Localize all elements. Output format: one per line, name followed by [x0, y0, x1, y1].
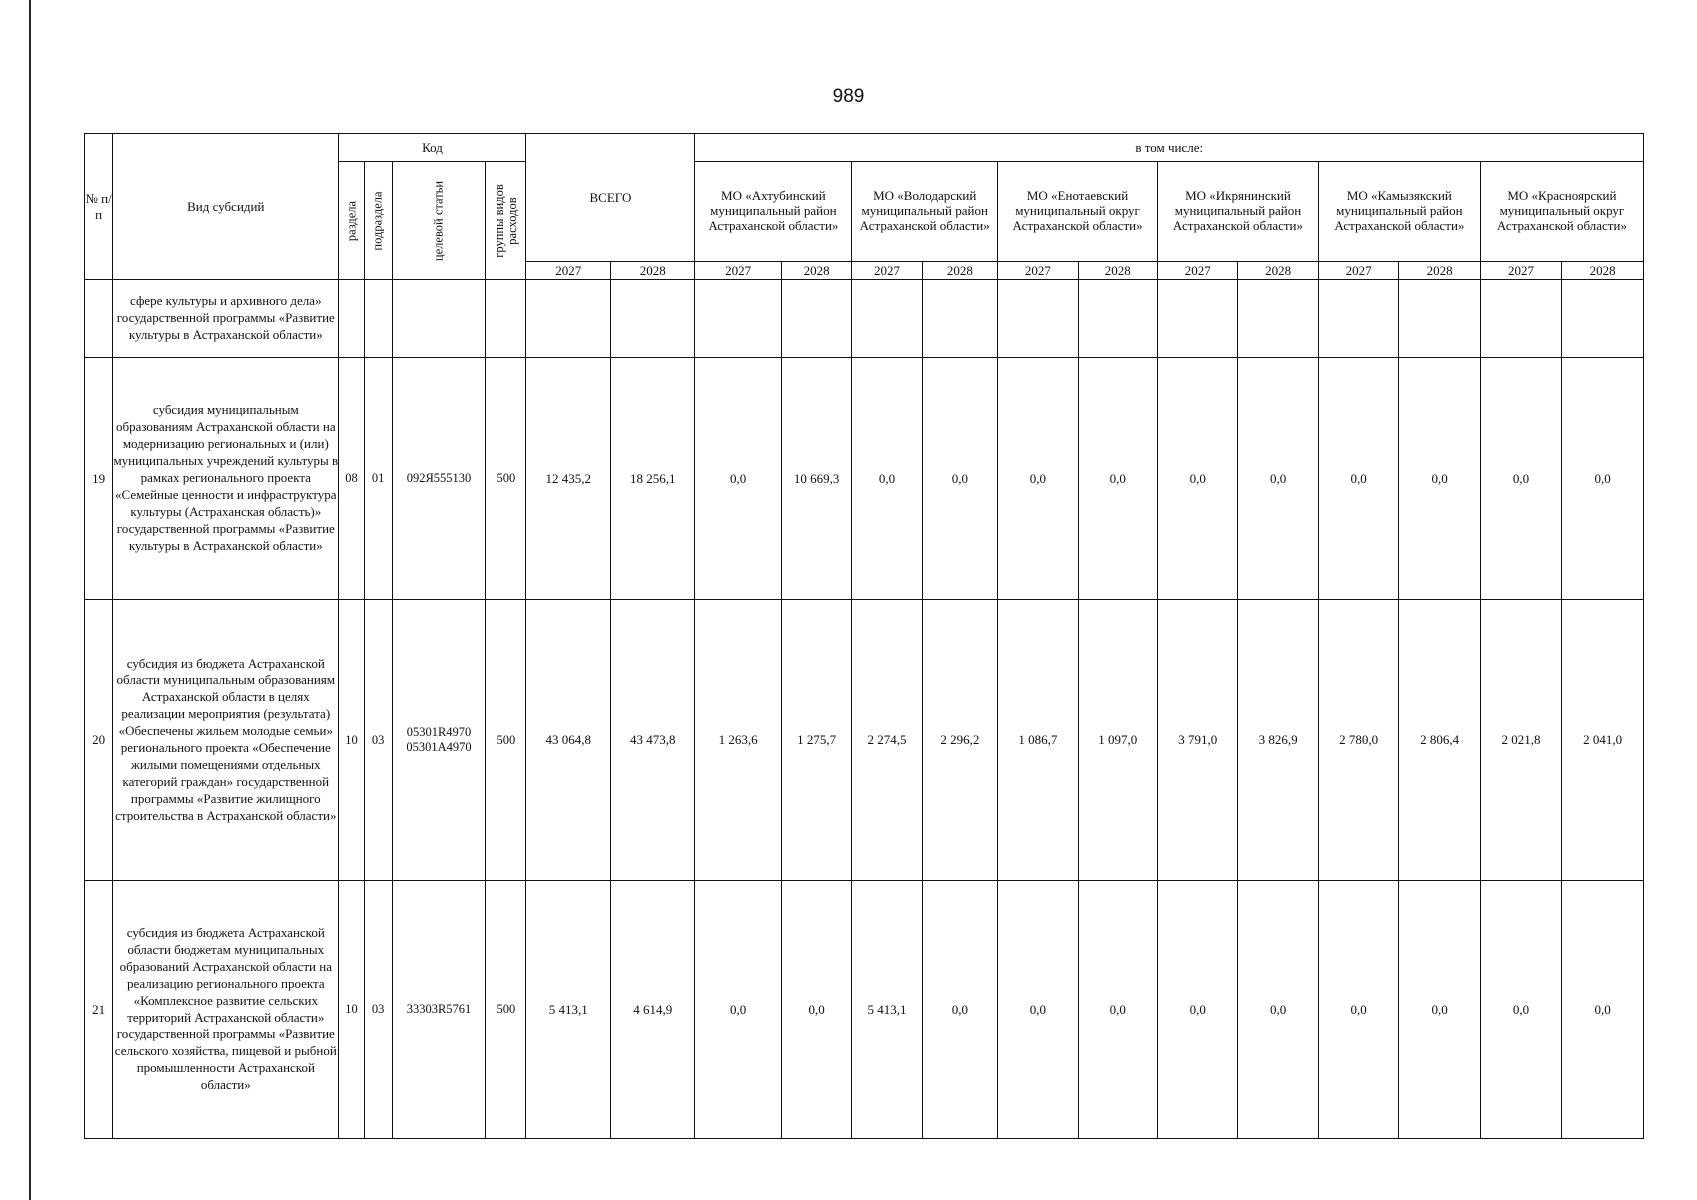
value-cell: 2 274,5: [852, 600, 922, 881]
year-cell: 2028: [781, 262, 851, 280]
table-row: [85, 600, 1644, 881]
year-cell: 2027: [1480, 262, 1561, 280]
value-cell: 0,0: [1562, 358, 1644, 600]
row-num: [85, 280, 113, 358]
value-cell: 1 097,0: [1078, 600, 1157, 881]
value-cell: 0,0: [695, 881, 781, 1139]
value-cell: 0,0: [1158, 881, 1238, 1139]
value-cell: [852, 280, 922, 358]
header-kod: Код: [339, 134, 526, 162]
row-celevaya: [392, 280, 486, 358]
year-cell: 2027: [526, 262, 610, 280]
row-podrazdel: [364, 280, 392, 358]
header-celevaya: целевой статьи: [392, 162, 486, 280]
value-cell: 0,0: [852, 358, 922, 600]
table-row: [85, 881, 1644, 1139]
row-razdel: [339, 280, 364, 358]
row-num: 21: [85, 881, 113, 1139]
value-cell: 2 021,8: [1480, 600, 1561, 881]
year-cell: 2028: [922, 262, 997, 280]
row-celevaya: 33303R5761: [392, 881, 486, 1139]
value-cell: 2 296,2: [922, 600, 997, 881]
value-cell: [781, 280, 851, 358]
header-type: Вид субсидий: [113, 134, 339, 280]
row-gruppy: [486, 280, 526, 358]
value-cell: 0,0: [1318, 881, 1398, 1139]
value-cell: 5 413,1: [852, 881, 922, 1139]
row-podrazdel: 03: [364, 881, 392, 1139]
header-mo-akhtubinsky: МО «Ахтубинский муниципальный район Астраханской области»: [695, 162, 852, 262]
header-mo-kamyzyaksky: МО «Камызякский муниципальный район Астраханской области»: [1318, 162, 1480, 262]
value-cell: 12 435,2: [526, 358, 610, 600]
value-cell: 43 064,8: [526, 600, 610, 881]
row-num: 19: [85, 358, 113, 600]
value-cell: 2 780,0: [1318, 600, 1398, 881]
year-cell: 2028: [1562, 262, 1644, 280]
value-cell: [1158, 280, 1238, 358]
value-cell: 5 413,1: [526, 881, 610, 1139]
value-cell: [526, 280, 610, 358]
header-vsego: ВСЕГО: [526, 134, 695, 262]
value-cell: 2 041,0: [1562, 600, 1644, 881]
row-celevaya: 092Я555130: [392, 358, 486, 600]
value-cell: [1318, 280, 1398, 358]
value-cell: 0,0: [922, 358, 997, 600]
value-cell: 0,0: [1480, 881, 1561, 1139]
value-cell: [695, 280, 781, 358]
value-cell: 0,0: [1562, 881, 1644, 1139]
header-razdel: раздела: [339, 162, 364, 280]
header-v-tom-chisle: в том числе:: [695, 134, 1644, 162]
value-cell: [998, 280, 1078, 358]
value-cell: 0,0: [695, 358, 781, 600]
value-cell: 0,0: [1318, 358, 1398, 600]
header-gruppy: группы видов расходов: [486, 162, 526, 280]
row-razdel: 10: [339, 881, 364, 1139]
value-cell: [922, 280, 997, 358]
subsidy-table: [84, 133, 1644, 1139]
value-cell: 0,0: [1078, 881, 1157, 1139]
table-row: [85, 280, 1644, 358]
row-gruppy: 500: [486, 881, 526, 1139]
value-cell: 1 263,6: [695, 600, 781, 881]
value-cell: 0,0: [1480, 358, 1561, 600]
year-cell: 2028: [1238, 262, 1318, 280]
row-podrazdel: 01: [364, 358, 392, 600]
row-desc: субсидия из бюджета Астраханской области муниципальным образованиям Астраханской области в целях реализации мероприятия (результата) «Обеспечены жильем молодые семьи» регионального проекта «Обеспечение жилыми помещениями отдельных категорий граждан» государственной программы «Развитие жилищного строительства в Астраханской области»: [113, 600, 339, 881]
value-cell: 0,0: [1399, 358, 1480, 600]
header-podrazdel: подраздела: [364, 162, 392, 280]
header-mo-enotaevsky: МО «Енотаевский муниципальный округ Астраханской области»: [998, 162, 1158, 262]
year-cell: 2027: [695, 262, 781, 280]
value-cell: 0,0: [1078, 358, 1157, 600]
value-cell: 1 086,7: [998, 600, 1078, 881]
page-number: 989: [832, 86, 865, 107]
row-desc: субсидия из бюджета Астраханской области бюджетам муниципальных образований Астраханской области на реализацию регионального проекта «Комплексное развитие сельских территорий Астраханской области» государственной программы «Развитие сельского хозяйства, пищевой и рыбной промышленности Астраханской области»: [113, 881, 339, 1139]
value-cell: [1399, 280, 1480, 358]
value-cell: [610, 280, 694, 358]
header-row-1: [85, 134, 1644, 162]
header-mo-ikryaninsky: МО «Икрянинский муниципальный район Астраханской области»: [1158, 162, 1319, 262]
row-desc: сфере культуры и архивного дела» государственной программы «Развитие культуры в Астраханской области»: [113, 280, 339, 358]
value-cell: 0,0: [998, 881, 1078, 1139]
row-gruppy: 500: [486, 358, 526, 600]
value-cell: 0,0: [998, 358, 1078, 600]
year-cell: 2027: [1318, 262, 1398, 280]
value-cell: 0,0: [922, 881, 997, 1139]
value-cell: 0,0: [781, 881, 851, 1139]
value-cell: 0,0: [1158, 358, 1238, 600]
header-num: № п/п: [85, 134, 113, 280]
value-cell: 0,0: [1399, 881, 1480, 1139]
value-cell: 10 669,3: [781, 358, 851, 600]
value-cell: [1562, 280, 1644, 358]
value-cell: [1078, 280, 1157, 358]
year-cell: 2027: [998, 262, 1078, 280]
year-cell: 2027: [852, 262, 922, 280]
header-mo-krasnoyarsky: МО «Красноярский муниципальный округ Астраханской области»: [1480, 162, 1643, 262]
row-num: 20: [85, 600, 113, 881]
year-cell: 2027: [1158, 262, 1238, 280]
row-gruppy: 500: [486, 600, 526, 881]
value-cell: 0,0: [1238, 881, 1318, 1139]
left-margin-line: [29, 0, 31, 1200]
value-cell: 0,0: [1238, 358, 1318, 600]
row-razdel: 10: [339, 600, 364, 881]
year-cell: 2028: [1078, 262, 1157, 280]
value-cell: 18 256,1: [610, 358, 694, 600]
table-row: [85, 358, 1644, 600]
value-cell: 1 275,7: [781, 600, 851, 881]
value-cell: 3 791,0: [1158, 600, 1238, 881]
value-cell: [1480, 280, 1561, 358]
row-razdel: 08: [339, 358, 364, 600]
row-celevaya: 05301R4970 05301А4970: [392, 600, 486, 881]
value-cell: 3 826,9: [1238, 600, 1318, 881]
value-cell: 2 806,4: [1399, 600, 1480, 881]
value-cell: 4 614,9: [610, 881, 694, 1139]
value-cell: [1238, 280, 1318, 358]
header-mo-volodarsky: МО «Володарский муниципальный район Астраханской области»: [852, 162, 998, 262]
year-cell: 2028: [1399, 262, 1480, 280]
year-cell: 2028: [610, 262, 694, 280]
row-desc: субсидия муниципальным образованиям Астраханской области на модернизацию региональных и (или) муниципальных учреждений культуры в рамках регионального проекта «Семейные ценности и инфраструктура культуры (Астраханская область)» государственной программы «Развитие культуры в Астраханской области»: [113, 358, 339, 600]
row-podrazdel: 03: [364, 600, 392, 881]
value-cell: 43 473,8: [610, 600, 694, 881]
